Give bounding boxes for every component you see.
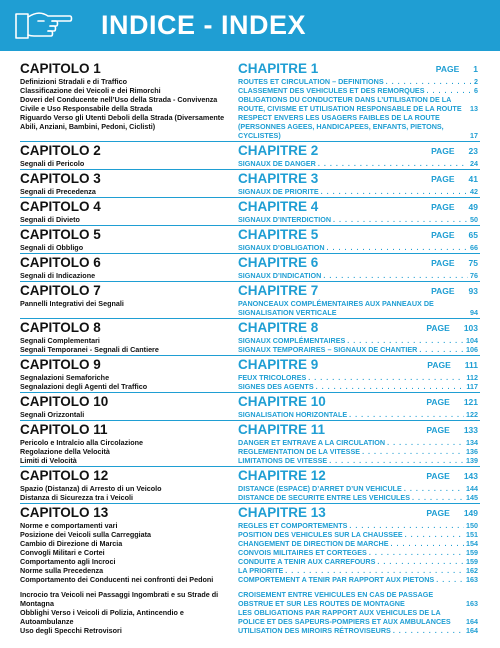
toc-entry[interactable] [20,521,480,530]
page-label: PAGE [435,64,460,74]
chapter-title-it: CAPITOLO 8 [20,320,101,335]
chapter-heading[interactable] [20,393,480,410]
entry-title-fr: CONVOIS MILITAIRES ET CORTEGES [238,548,367,557]
entry-page-number: 164 [466,626,478,635]
entry-title-it: Comportamento dei Conducenti nei confronti dei Pedoni [20,575,214,584]
dot-leader [308,373,464,382]
chapter-title-fr: CHAPITRE 7 [238,283,319,298]
entry-title-fr: LES OBLIGATIONS PAR RAPPORT AUX VEHICULES DE LA POLICE ET DES SAPEURS-POMPIERS ET AUX AMBULANCES [238,608,451,626]
entry-title-fr: SIGNES DES AGENTS [238,382,314,391]
page-label: PAGE [426,508,450,518]
dot-leader [316,382,465,391]
chapter-title-fr: CHAPITRE 9 [238,357,319,372]
entry-title-fr: FEUX TRICOLORES [238,373,307,382]
chapter-title-it: CAPITOLO 1 [20,61,101,76]
entry-title-it: Segnali di Obbligo [20,243,84,252]
chapter-heading[interactable] [20,421,480,438]
chapter-page-number: 149 [463,508,478,518]
toc-entry[interactable] [20,447,480,456]
chapter-title-fr: CHAPITRE 1 [238,61,319,76]
chapter-page-number: 1 [473,64,478,74]
entry-page-number: 117 [466,382,478,391]
entry-title-fr: POSITION DES VEHICULES SUR LA CHAUSSEE [238,530,403,539]
dot-leader [347,336,464,345]
toc-entry[interactable] [20,456,480,465]
entry-title-fr: CLASSEMENT DES VEHICULES ET DES REMORQUES [238,86,425,95]
entry-title-fr: SIGNALISATION HORIZONTALE [238,410,348,419]
chapter-title-it: CAPITOLO 9 [20,357,101,372]
toc-entry[interactable] [20,86,480,95]
entry-page-number: 13 [470,104,478,113]
chapter-title-it: CAPITOLO 7 [20,283,101,298]
dot-leader [427,86,473,95]
chapter-section [20,281,480,317]
toc-entry[interactable] [20,539,480,548]
entry-page-number: 162 [466,566,478,575]
chapter-heading[interactable] [20,319,480,336]
chapter-title-fr: CHAPITRE 4 [238,199,319,214]
toc-entry[interactable] [20,215,480,224]
entry-title-fr: SIGNAUX DE PRIORITE [238,187,319,196]
page-label: PAGE [431,146,455,156]
chapter-section [20,169,480,196]
chapter-title-fr: CHAPITRE 6 [238,255,319,270]
entry-title-it: Segnali di Pericolo [20,159,85,168]
chapter-title-it: CAPITOLO 4 [20,199,101,214]
toc-entry[interactable] [20,484,480,493]
toc-entry[interactable] [20,336,480,345]
entry-title-fr: CROISEMENT ENTRE VEHICULES EN CAS DE PASSAGE OBSTRUE ET SUR LES ROUTES DE MONTAGNE [238,590,434,608]
chapter-title-it: CAPITOLO 11 [20,422,108,437]
toc-entry[interactable] [20,530,480,539]
entry-page-number: 2 [474,77,478,86]
chapter-title-fr: CHAPITRE 8 [238,320,319,335]
entry-page-number: 134 [466,438,478,447]
entry-title-fr: DANGER ET ENTRAVE A LA CIRCULATION [238,438,386,447]
chapter-page-number: 23 [468,146,478,156]
entry-page-number: 136 [466,447,478,456]
chapter-title-it: CAPITOLO 12 [20,468,109,483]
entry-title-it: Comportamento agli Incroci [20,557,116,566]
chapter-page-number: 93 [468,286,478,296]
entry-page-number: 42 [470,187,478,196]
dot-leader [327,243,468,252]
chapter-page-number: 65 [468,230,478,240]
page-label: PAGE [427,360,451,370]
entry-page-number: 164 [466,617,478,626]
toc-entry[interactable] [20,95,480,113]
entry-title-it: Cambio di Direzione di Marcia [20,539,123,548]
chapter-title-fr: CHAPITRE 11 [238,422,326,437]
chapter-heading[interactable] [20,226,480,243]
chapter-heading[interactable] [20,254,480,271]
toc-entry[interactable] [20,159,480,168]
toc-entry[interactable] [20,113,480,140]
entry-title-it: Segnali di Indicazione [20,271,96,280]
entry-title-it: Regolazione della Velocità [20,447,110,456]
toc-entry[interactable] [20,345,480,354]
entry-title-it: Pericolo e Intralcio alla Circolazione [20,438,144,447]
chapter-page-number: 133 [463,425,478,435]
chapter-title-it: CAPITOLO 10 [20,394,109,409]
chapter-title-it: CAPITOLO 13 [20,505,109,520]
index-header [0,0,500,51]
entry-title-it: Doveri del Conducente nell’Uso della Strada - Convivenza Civile e Uso Responsabile della Strada [20,95,218,113]
toc-entry[interactable] [20,438,480,447]
pointing-hand-icon [14,8,74,42]
chapter-heading[interactable] [20,356,480,373]
chapter-section [20,420,480,465]
chapter-section [20,225,480,252]
toc-entry[interactable] [20,187,480,196]
toc-entry[interactable] [20,299,480,317]
toc-entry[interactable] [20,243,480,252]
entry-title-fr: SIGNAUX D’OBLIGATION [238,243,325,252]
entry-title-it: Posizione dei Veicoli sulla Carreggiata [20,530,152,539]
entry-title-it: Definizioni Stradali e di Traffico [20,77,128,86]
entry-title-it: Obblighi Verso i Veicoli di Polizia, Antincendio e Autoambulanze [20,608,184,626]
chapter-section [20,355,480,391]
entry-title-it: Limiti di Velocità [20,456,77,465]
toc-entry[interactable] [20,382,480,391]
chapter-section [20,60,480,140]
entry-page-number: 159 [466,557,478,566]
toc-entry[interactable] [20,626,480,635]
chapter-title-it: CAPITOLO 2 [20,143,101,158]
chapter-page-number: 143 [463,471,478,481]
entry-title-fr: ROUTES ET CIRCULATION – DEFINITIONS [238,77,384,86]
entry-page-number: 50 [470,215,478,224]
chapter-heading[interactable] [20,504,480,521]
chapter-title-it: CAPITOLO 6 [20,255,101,270]
entry-page-number: 112 [466,373,478,382]
dot-leader [436,575,464,584]
page-label: PAGE [426,323,450,333]
entry-page-number: 104 [466,336,478,345]
chapter-section [20,318,480,354]
entry-title-it: Riguardo Verso gli Utenti Deboli della Strada (Diversamente Abili, Anziani, Bambini, Pedoni, Ciclisti) [20,113,225,131]
chapter-page-number: 41 [468,174,478,184]
entry-title-it: Pannelli Integrativi dei Segnali [20,299,124,308]
chapter-title-fr: CHAPITRE 3 [238,171,319,186]
toc-entry[interactable] [20,590,480,608]
entry-title-fr: DISTANCE (ESPACE) D’ARRET D’UN VEHICULE [238,484,402,493]
entry-page-number: 6 [474,86,478,95]
entry-page-number: 163 [466,575,478,584]
chapter-heading[interactable] [20,170,480,187]
chapter-title-fr: CHAPITRE 12 [238,468,326,483]
entry-page-number: 66 [470,243,478,252]
chapter-title-fr: CHAPITRE 10 [238,394,326,409]
toc-entry[interactable] [20,548,480,557]
entry-title-fr: LIMITATIONS DE VITESSE [238,456,328,465]
entry-title-fr: SIGNAUX DE DANGER [238,159,316,168]
entry-title-it: Segnali Temporanei - Segnali di Cantiere [20,345,159,354]
chapter-heading[interactable] [20,60,480,77]
toc-entry[interactable] [20,557,480,566]
entry-title-it: Segnali Orizzontali [20,410,85,419]
entry-title-it: Segnali di Precedenza [20,187,96,196]
entry-title-fr: SIGNAUX D’INDICATION [238,271,322,280]
entry-title-fr: UTILISATION DES MIROIRS RÉTROVISEURS [238,626,391,635]
dot-leader [377,557,464,566]
entry-title-fr: REGLES ET COMPORTEMENTS [238,521,348,530]
entry-title-fr: OBLIGATIONS DU CONDUCTEUR DANS L’UTILISATION DE LA ROUTE, CIVISME ET UTILISATION RESPONSABLE DE LA ROUTE [238,95,462,113]
page-label: PAGE [431,286,455,296]
dot-leader [362,447,464,456]
dot-leader [393,626,464,635]
entry-title-fr: PANONCEAUX COMPLÉMENTAIRES AUX PANNEAUX DE SIGNALISATION VERTICALE [238,299,434,317]
entry-title-it: Uso degli Specchi Retrovisori [20,626,122,635]
toc-entry[interactable] [20,608,480,626]
entry-page-number: 151 [466,530,478,539]
toc-entry[interactable] [20,410,480,419]
chapter-title-fr: CHAPITRE 2 [238,143,319,158]
entry-title-it: Incrocio tra Veicoli nei Passaggi Ingombrati e su Strade di Montagna [20,590,219,608]
entry-title-it: Segnalazioni Semaforiche [20,373,110,382]
entry-page-number: 154 [466,539,478,548]
page-label: PAGE [431,202,455,212]
entry-page-number: 24 [470,159,478,168]
chapter-section [20,253,480,280]
dot-leader [329,456,464,465]
page-label: PAGE [426,397,450,407]
dot-leader [349,521,464,530]
toc-entry[interactable] [20,575,480,584]
entry-title-it: Segnali Complementari [20,336,100,345]
dot-leader [419,345,464,354]
entry-page-number: 163 [466,599,478,608]
entry-title-fr: SIGNAUX COMPLÉMENTAIRES [238,336,346,345]
entry-title-fr: REGLEMENTATION DE LA VITESSE [238,447,361,456]
dot-leader [323,271,468,280]
entry-page-number: 139 [466,456,478,465]
entry-page-number: 17 [470,131,478,140]
dot-leader [321,187,468,196]
entry-title-it: Convogli Militari e Cortei [20,548,105,557]
chapter-section [20,197,480,224]
entry-page-number: 144 [466,484,478,493]
entry-title-it: Spazio (Distanza) di Arresto di un Veicolo [20,484,162,493]
chapter-heading[interactable] [20,467,480,484]
dot-leader [391,539,464,548]
entry-title-fr: SIGNAUX D’INTERDICTION [238,215,332,224]
entry-page-number: 76 [470,271,478,280]
entry-title-fr: CONDUITE A TENIR AUX CARREFOURS [238,557,376,566]
page-label: PAGE [431,230,455,240]
toc-entry[interactable] [20,373,480,382]
entry-page-number: 145 [466,493,478,502]
chapter-title-fr: CHAPITRE 13 [238,505,326,520]
entry-page-number: 122 [466,410,478,419]
chapter-page-number: 111 [464,360,478,370]
entry-page-number: 106 [466,345,478,354]
chapter-heading[interactable] [20,282,480,299]
entry-title-fr: LA PRIORITE [238,566,284,575]
entry-title-fr: CHANGEMENT DE DIRECTION DE MARCHE [238,539,389,548]
dot-leader [369,548,464,557]
toc-entry[interactable] [20,493,480,502]
chapter-section [20,466,480,502]
dot-leader [386,77,472,86]
chapter-title-it: CAPITOLO 3 [20,171,101,186]
entry-page-number: 150 [466,521,478,530]
entry-title-it: Norme e comportamenti vari [20,521,118,530]
dot-leader [333,215,468,224]
entry-title-it: Norme sulla Precedenza [20,566,104,575]
toc-entry[interactable] [20,271,480,280]
entry-title-it: Segnalazioni degli Agenti del Traffico [20,382,148,391]
chapter-page-number: 49 [468,202,478,212]
entry-title-it: Distanza di Sicurezza tra i Veicoli [20,493,134,502]
page-label: PAGE [431,258,455,268]
chapter-title-it: CAPITOLO 5 [20,227,101,242]
chapter-page-number: 103 [463,323,478,333]
chapter-section [20,392,480,419]
entry-title-it: Segnali di Divieto [20,215,80,224]
dot-leader [349,410,464,419]
table-of-contents [20,60,480,636]
chapter-section [20,503,480,635]
entry-title-it: Classificazione dei Veicoli e dei Rimorchi [20,86,161,95]
page-label: PAGE [431,174,455,184]
toc-entry[interactable] [20,77,480,86]
entry-title-fr: COMPORTEMENT A TENIR PAR RAPPORT AUX PIETONS [238,575,435,584]
dot-leader [387,438,464,447]
dot-leader [318,159,468,168]
entry-page-number: 159 [466,548,478,557]
chapter-page-number: 121 [463,397,478,407]
chapter-heading[interactable] [20,198,480,215]
entry-title-fr: SIGNAUX TEMPORAIRES – SIGNAUX DE CHANTIER [238,345,418,354]
page-title: INDICE - INDEX [101,10,307,40]
dot-leader [404,484,464,493]
dot-leader [285,566,464,575]
chapter-heading[interactable] [20,142,480,159]
dot-leader [405,530,464,539]
entry-page-number: 94 [470,308,478,317]
chapter-title-fr: CHAPITRE 5 [238,227,319,242]
chapter-page-number: 75 [468,258,478,268]
entry-title-fr: RESPECT ENVERS LES USAGERS FAIBLES DE LA ROUTE (PERSONNES AGEES, HANDICAPEES, ENFANTS, PIETONS, CYCLISTES) [238,113,444,140]
page-label: PAGE [426,471,450,481]
toc-entry[interactable] [20,566,480,575]
chapter-section [20,141,480,168]
dot-leader [412,493,464,502]
entry-title-fr: DISTANCE DE SECURITE ENTRE LES VEHICULES [238,493,410,502]
page-label: PAGE [426,425,450,435]
